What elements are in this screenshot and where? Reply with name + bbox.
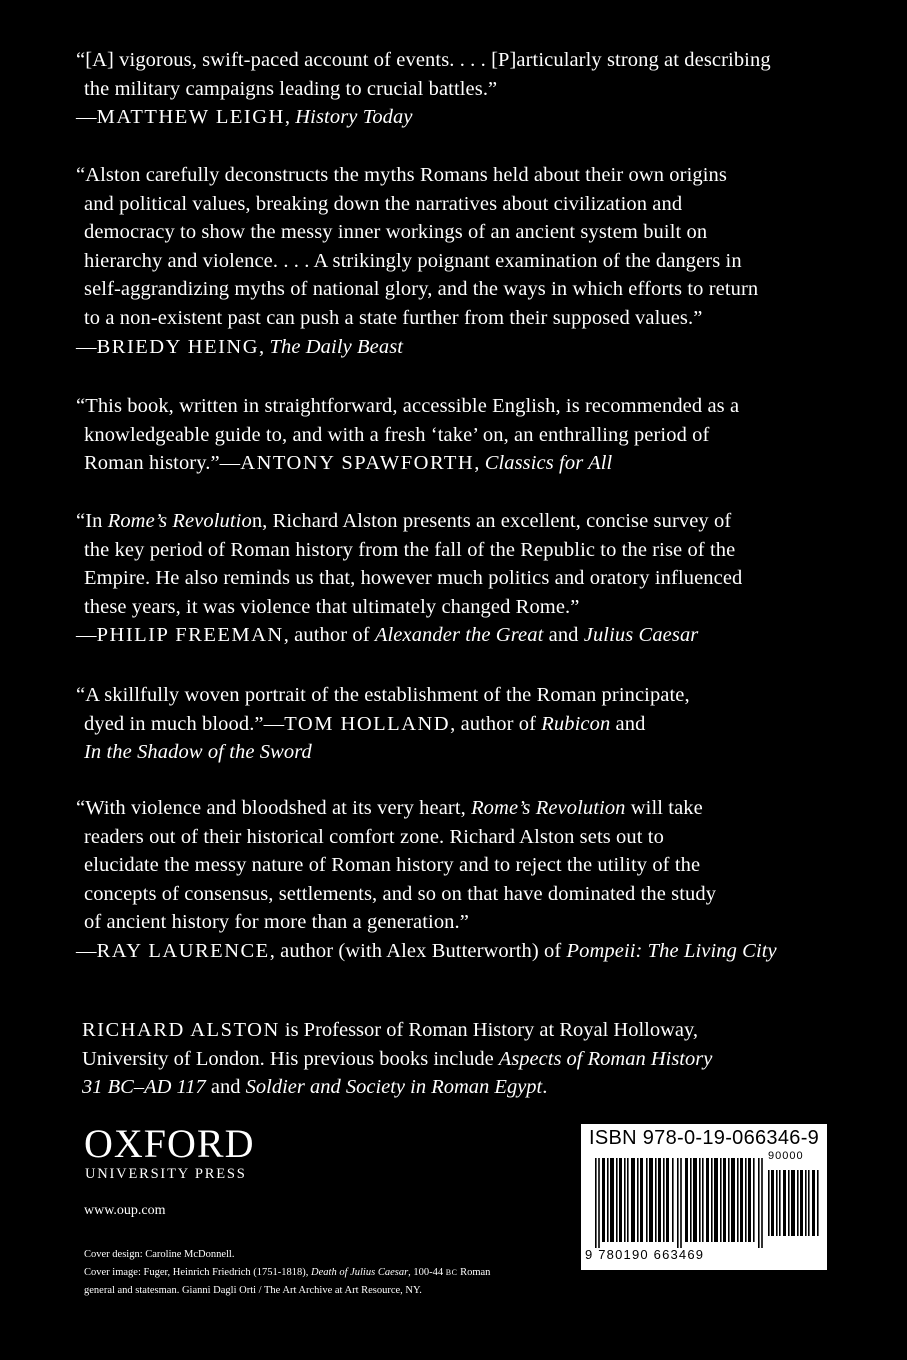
quote-line: hierarchy and violence. . . . A strikingly poignant examination of the dangers in <box>84 249 742 272</box>
quote-attribution: dyed in much blood.”—TOM HOLLAND, author of Rubicon and <box>84 712 646 735</box>
quote-line: self-aggrandizing myths of national glory, and the ways in which efforts to return <box>84 278 759 301</box>
quote-line: elucidate the messy nature of Roman history and to reject the utility of the <box>84 854 701 877</box>
quote-line: of ancient history for more than a generation.” <box>84 911 469 934</box>
reviewer-name: BRIEDY HEING <box>96 335 260 358</box>
reviewer-name: MATTHEW LEIGH <box>96 106 285 129</box>
quote-line: the military campaigns leading to crucial battles.” <box>84 77 498 100</box>
quote-line: to a non-existent past can push a state further from their supposed values.” <box>84 306 703 329</box>
quote-line: readers out of their historical comfort zone. Richard Alston sets out to <box>84 825 664 848</box>
barcode-addon-digits: 90000 <box>768 1150 804 1162</box>
quote-attribution: Roman history.”—ANTONY SPAWFORTH, Classics for All <box>84 452 613 475</box>
image-credit: Cover image: Fuger, Heinrich Friedrich (1751-1818), Death of Julius Caesar, 100-44 BC Roman <box>84 1267 491 1278</box>
image-credit: general and statesman. Gianni Dagli Orti / The Art Archive at Art Resource, NY. <box>84 1285 422 1296</box>
barcode-bars-icon <box>595 1158 765 1248</box>
quote-line: the key period of Roman history from the fall of the Republic to the rise of the <box>84 538 736 561</box>
review-quote-5 <box>76 681 836 767</box>
quote-attribution: —MATTHEW LEIGH, History Today <box>76 106 413 129</box>
book-title: Rome’s Revolution <box>471 797 626 819</box>
quote-line: and political values, breaking down the narratives about civilization and <box>84 192 683 215</box>
isbn-barcode <box>581 1124 827 1270</box>
book-title: Rome’s Revolutio <box>107 510 252 532</box>
book-title: Soldier and Society in Roman Egypt <box>245 1076 543 1099</box>
reviewer-name: TOM HOLLAND <box>284 712 451 735</box>
publisher-website[interactable]: www.oup.com <box>84 1203 166 1218</box>
quote-line: these years, it was violence that ultimately changed Rome.” <box>84 595 580 618</box>
reviewer-name: ANTONY SPAWFORTH <box>240 452 475 475</box>
reviewer-name: RAY LAURENCE <box>96 939 270 962</box>
review-source: History Today <box>295 106 413 129</box>
book-title: Alexander the Great <box>374 624 544 647</box>
review-quote-6 <box>76 794 836 966</box>
quote-line: “Alston carefully deconstructs the myths Romans held about their own origins <box>76 164 727 186</box>
barcode-digits: 9 780190 663469 <box>585 1247 705 1262</box>
author-name: RICHARD ALSTON <box>82 1019 280 1041</box>
book-title: Aspects of Roman History <box>498 1047 713 1070</box>
publisher-logo-subtitle: UNIVERSITY PRESS <box>85 1166 247 1182</box>
review-quote-4 <box>76 507 836 650</box>
barcode-addon-bars-icon <box>768 1158 820 1236</box>
quote-line: democracy to show the messy inner workings of an ancient system built on <box>84 221 708 244</box>
review-quote-3 <box>76 392 836 478</box>
quote-line: “In Rome’s Revolution, Richard Alston presents an excellent, concise survey of <box>76 510 732 532</box>
publisher-logo: OXFORD <box>84 1121 255 1166</box>
quote-attribution: —BRIEDY HEING, The Daily Beast <box>76 335 404 358</box>
design-credit: Cover design: Caroline McDonnell. <box>84 1249 235 1260</box>
isbn-label: ISBN 978-0-19-066346-9 <box>589 1127 820 1149</box>
reviewer-name: PHILIP FREEMAN <box>96 624 284 647</box>
quote-line: knowledgeable guide to, and with a fresh ‘take’ on, an enthralling period of <box>84 423 710 446</box>
book-title: In the Shadow of the Sword <box>84 741 312 764</box>
quote-line: concepts of consensus, settlements, and so on that have dominated the study <box>84 882 717 905</box>
review-quote-1 <box>76 46 836 132</box>
quote-line: Empire. He also reminds us that, however much politics and oratory influenced <box>84 567 743 590</box>
quote-attribution: —RAY LAURENCE, author (with Alex Butterworth) of Pompeii: The Living City <box>76 939 777 962</box>
author-bio: RICHARD ALSTON is Professor of Roman History at Royal Holloway, University of London. His previous books include Aspects of Roman History 31 BC–AD 117 and Soldier and Society in Roman Egypt. <box>82 1019 713 1099</box>
book-title: 31 BC–AD 117 <box>82 1076 206 1099</box>
review-quote-2 <box>76 161 836 361</box>
quote-line: “A skillfully woven portrait of the establishment of the Roman principate, <box>76 684 690 706</box>
quote-line: “With violence and bloodshed at its very heart, Rome’s Revolution will take <box>76 797 703 819</box>
book-title: Rubicon <box>541 712 611 735</box>
quote-line: “[A] vigorous, swift-paced account of events. . . . [P]articularly strong at describing <box>76 49 771 71</box>
book-title: Julius Caesar <box>583 624 699 647</box>
cover-credits <box>84 1246 584 1300</box>
book-title: Pompeii: The Living City <box>566 939 777 962</box>
quote-line: “This book, written in straightforward, accessible English, is recommended as a <box>76 395 740 417</box>
review-source: Classics for All <box>484 452 613 475</box>
quote-line <box>76 738 836 767</box>
quote-attribution: —PHILIP FREEMAN, author of Alexander the Great and Julius Caesar <box>76 624 699 647</box>
review-source: The Daily Beast <box>269 335 404 358</box>
